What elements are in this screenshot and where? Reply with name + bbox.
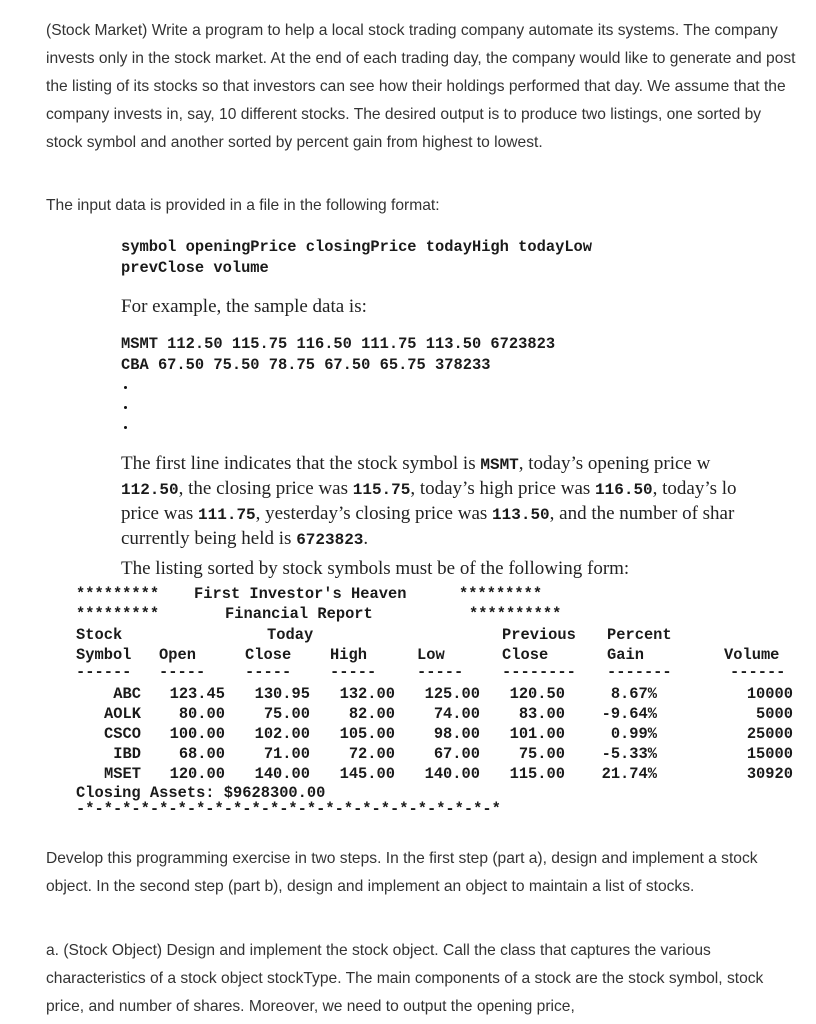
table-cell: 75.00 [518,745,565,763]
ellipsis-dot [124,386,127,389]
stock-symbol-cell: ABC [113,685,141,703]
report-stars: ********** [469,605,562,623]
table-cell: 0.99% [610,725,657,743]
table-cell: 102.00 [254,725,310,743]
table-cell: 100.00 [169,725,225,743]
header-underline: ------ ----- ----- ----- ----- -------- ------- ------ [76,663,786,681]
table-cell: 140.00 [254,765,310,783]
table-cell: 80.00 [178,705,225,723]
ellipsis-dot [124,406,127,409]
sample-line-2: CBA 67.50 75.50 78.75 67.50 65.75 378233 [121,356,491,374]
table-cell: 140.00 [424,765,480,783]
table-cell: -9.64% [601,705,657,723]
report-subtitle: Financial Report [225,605,373,623]
format-line-2: prevClose volume [121,259,269,277]
report-footer: -*-*-*-*-*-*-*-*-*-*-*-*-*-*-*-*-*-*-*-*-*-*-* [76,800,501,818]
example-intro: For example, the sample data is: [121,296,367,317]
table-cell: 83.00 [518,705,565,723]
table-cell: 74.00 [433,705,480,723]
table-cell: 125.00 [424,685,480,703]
table-cell: 75.00 [263,705,310,723]
report-stars: ********* [76,585,160,603]
sample-line-1: MSMT 112.50 115.75 116.50 111.75 113.50 6723823 [121,335,556,353]
table-cell: 132.00 [339,685,395,703]
table-cell: 68.00 [178,745,225,763]
header-cell: Stock [76,626,123,644]
table-cell: -5.33% [601,745,657,763]
table-cell: 21.74% [601,765,657,783]
table-cell: 5000 [756,705,793,723]
table-cell: 145.00 [339,765,395,783]
table-cell: 120.00 [169,765,225,783]
table-cell: 123.45 [169,685,225,703]
explanation-paragraph: The first line indicates that the stock symbol is MSMT, today’s opening price w 112.50, the closing price was 115.75, today’s high price was 116.50, today’s lo price was 111.75, yesterday’s closing price was 113.50, and the number of shar currently being held is 6723823. [121,453,737,549]
table-cell: 82.00 [348,705,395,723]
closing-assets: Closing Assets: $9628300.00 [76,784,326,802]
header-cell: Percent [607,626,672,644]
listing-intro: The listing sorted by stock symbols must be of the following form: [121,558,630,579]
header-cell: High [330,646,367,664]
table-cell: 10000 [746,685,793,703]
header-cell: Close [502,646,549,664]
intro-paragraph: (Stock Market) Write a program to help a local stock trading company automate its systems. The company invests only in the stock market. At the end of each trading day, the company would like to generate and post the listing of its stocks so that investors can see how their holdings performed that day. We assume that the company invests in, say, 10 different stocks. The desired output is to produce two listings, one sorted by stock symbol and another sorted by percent gain from highest to lowest. [46,22,796,151]
ellipsis-dot [124,426,127,429]
stock-symbol-cell: MSET [104,765,141,783]
table-cell: 71.00 [263,745,310,763]
header-cell: Close [245,646,292,664]
stock-symbol-cell: IBD [113,745,141,763]
table-cell: 25000 [746,725,793,743]
stock-symbol-cell: AOLK [104,705,141,723]
header-cell: Previous [502,626,576,644]
header-cell: Symbol [76,646,132,664]
input-format-intro: The input data is provided in a file in the following format: [46,197,440,214]
stock-symbol-cell: CSCO [104,725,141,743]
table-cell: 115.00 [509,765,565,783]
table-cell: 105.00 [339,725,395,743]
steps-paragraph: Develop this programming exercise in two steps. In the first step (part a), design and implement a stock object. In the second step (part b), design and implement an object to maintain a list of stocks. [46,850,758,895]
header-cell: Gain [607,646,644,664]
report-title: First Investor's Heaven [194,585,407,603]
table-cell: 30920 [746,765,793,783]
table-cell: 8.67% [610,685,657,703]
header-row [76,625,672,645]
report-stars: ********* [76,605,160,623]
header-cell: Open [159,646,196,664]
format-line-1: symbol openingPrice closingPrice todayHigh todayLow [121,238,593,256]
header-cell: Volume [724,646,780,664]
table-cell: 72.00 [348,745,395,763]
table-cell: 130.95 [254,685,310,703]
header-cell: Low [417,646,445,664]
report-stars: ********* [459,585,543,603]
table-cell: 120.50 [509,685,565,703]
header-cell: Today [267,626,314,644]
table-cell: 15000 [746,745,793,763]
table-cell: 98.00 [433,725,480,743]
table-cell: 101.00 [509,725,565,743]
table-cell: 67.00 [433,745,480,763]
part-a-paragraph: a. (Stock Object) Design and implement the stock object. Call the class that captures the various characteristics of a stock object stockType. The main components of a stock are the stock symbol, stock price, and number of shares. Moreover, we need to output the opening price, [46,942,764,1015]
